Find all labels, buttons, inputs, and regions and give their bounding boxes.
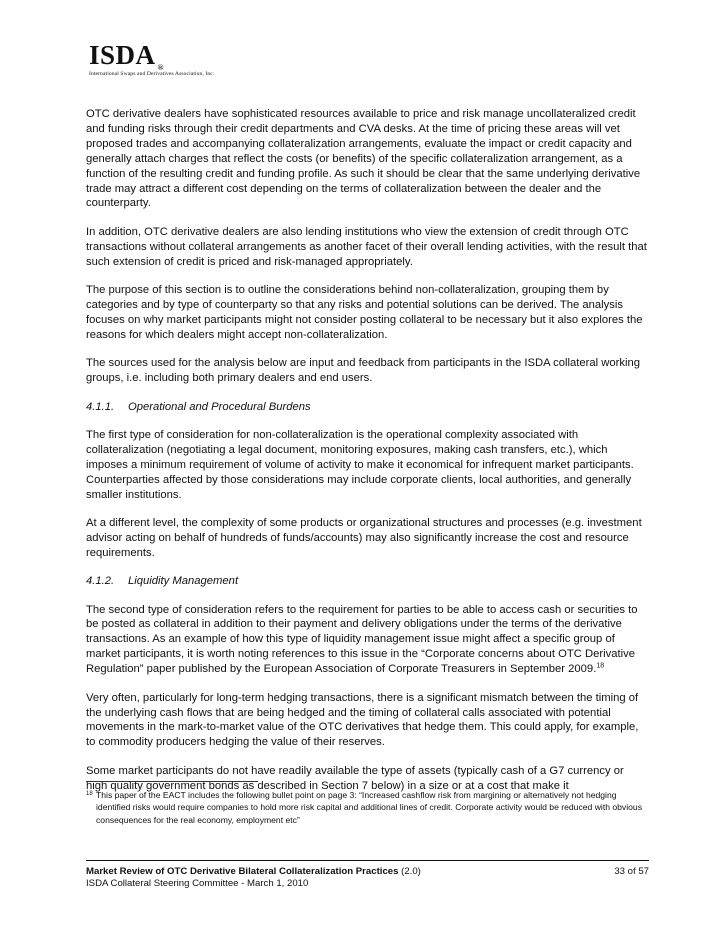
paragraph: OTC derivative dealers have sophisticated resources available to price and risk manage uncollateralized credit and funding risks through their credit departments and CVA desks. At the time of pricing these areas will vet proposed trades and accompanying collateralization arrangements, evaluate the impact or credit capacity and generally attach charges that reflect the costs (or benefits) of the specific collateralization arrangement, as a function of the resulting credit and funding profile. As such it should be clear that the same underlying derivative trade may attract a different cost depending on the terms of collateralization between the dealer and the counterparty. <box>86 108 641 210</box>
paragraph: Some market participants do not have readily available the type of assets (typically cash of a G7 currency or high quality government bonds as described in Section 7 below) in a size or at a cost that make it <box>86 764 624 792</box>
footnote-divider <box>86 781 258 782</box>
section-title: Liquidity Management <box>128 575 239 588</box>
paragraph: Very often, particularly for long-term hedging transactions, there is a significant mismatch between the timing of the underlying cash flows that are being hedged and the timing of collateral calls associated with potential movements in the mark-to-market value of the OTC derivatives that hedge them. This could apply, for example, to commodity producers hedging the value of their reserves. <box>86 691 639 749</box>
paragraph <box>86 603 648 678</box>
registered-mark: ® <box>157 63 165 72</box>
section-heading-4-1-1 <box>86 400 648 415</box>
isda-logo <box>89 42 214 77</box>
footer-title-line <box>86 866 649 878</box>
section-heading-4-1-2 <box>86 574 648 589</box>
footer-version: (2.0) <box>401 866 421 877</box>
footnote-text: This paper of the EACT includes the following bullet point on page 3: “Increased cashflow risk from margining or alternatively not hedging identified risks would require companies to hold more risk capital and additional lines of credit. Corporate activity would be reduced with obvious consequences for the real economy, employment etc” <box>96 790 642 825</box>
paragraph: At a different level, the complexity of some products or organizational structures and processes (e.g. investment advisor acting on behalf of hundreds of funds/accounts) may also significantly increase the cost and resource requirements. <box>86 516 642 559</box>
page-footer <box>86 866 649 891</box>
logo-subtitle: International Swaps and Derivatives Association, Inc. <box>89 71 215 77</box>
paragraph: The first type of consideration for non-collateralization is the operational complexity associated with collateralization (negotiating a legal document, monitoring exposures, making cash transfers, etc.), which imposes a minimum requirement of volume of activity to make it economical for infrequent market participants. Counterparties affected by those considerations may include corporate clients, local authorities, and generally smaller institutions. <box>86 428 634 501</box>
paragraph: The purpose of this section is to outline the considerations behind non-collateralization, grouping them by categories and by type of counterparty so that any risks and potential solutions can be derived. The analysis focuses on why market participants might not consider posting collateral to be necessary but it also explores the reasons for which dealers might accept non-collateralization. <box>86 284 643 341</box>
section-number: 4.1.1. <box>86 400 115 413</box>
paragraph-text: The second type of consideration refers to the requirement for parties to be able to access cash or securities to be posted as collateral in addition to their payment and delivery obligations under the terms of the derivative transactions. As an example of how this type of liquidity management issue might affect a specific group of market participants, it is worth noting references to this issue in the “Corporate concerns about OTC Derivative Regulation” paper published by the European Association of Corporate Treasurers in September 2009. <box>86 603 638 676</box>
logo-wordmark <box>89 40 214 72</box>
paragraph: The sources used for the analysis below are input and feedback from participants in the ISDA collateral working groups, i.e. including both primary dealers and end users. <box>86 357 641 385</box>
section-title: Operational and Procedural Burdens <box>128 400 311 413</box>
footer-divider <box>86 860 649 861</box>
section-number: 4.1.2. <box>86 575 115 588</box>
footer-title: Market Review of OTC Derivative Bilateral Collateralization Practices <box>86 866 399 877</box>
paragraph: In addition, OTC derivative dealers are also lending institutions who view the extension of credit through OTC transactions without collateral arrangements as another facet of their overall lending activities, with the result that such extension of credit is priced and risk-managed appropriately. <box>86 225 647 268</box>
footnote-reference[interactable]: 18 <box>596 662 605 670</box>
logo-text: ISDA <box>89 40 156 70</box>
footnote: 18 This paper of the EACT includes the following bullet point on page 3: “Increased cashflow risk from margining or alternatively not hedging identified risks would require companies to hold more risk capital and additional lines of credit. Corporate activity would be reduced with obvious consequences for the real economy, employment etc” <box>86 789 646 826</box>
document-body <box>86 107 648 807</box>
page-number: 33 of 57 <box>614 866 649 877</box>
footer-committee: ISDA Collateral Steering Committee - March 1, 2010 <box>86 878 309 890</box>
